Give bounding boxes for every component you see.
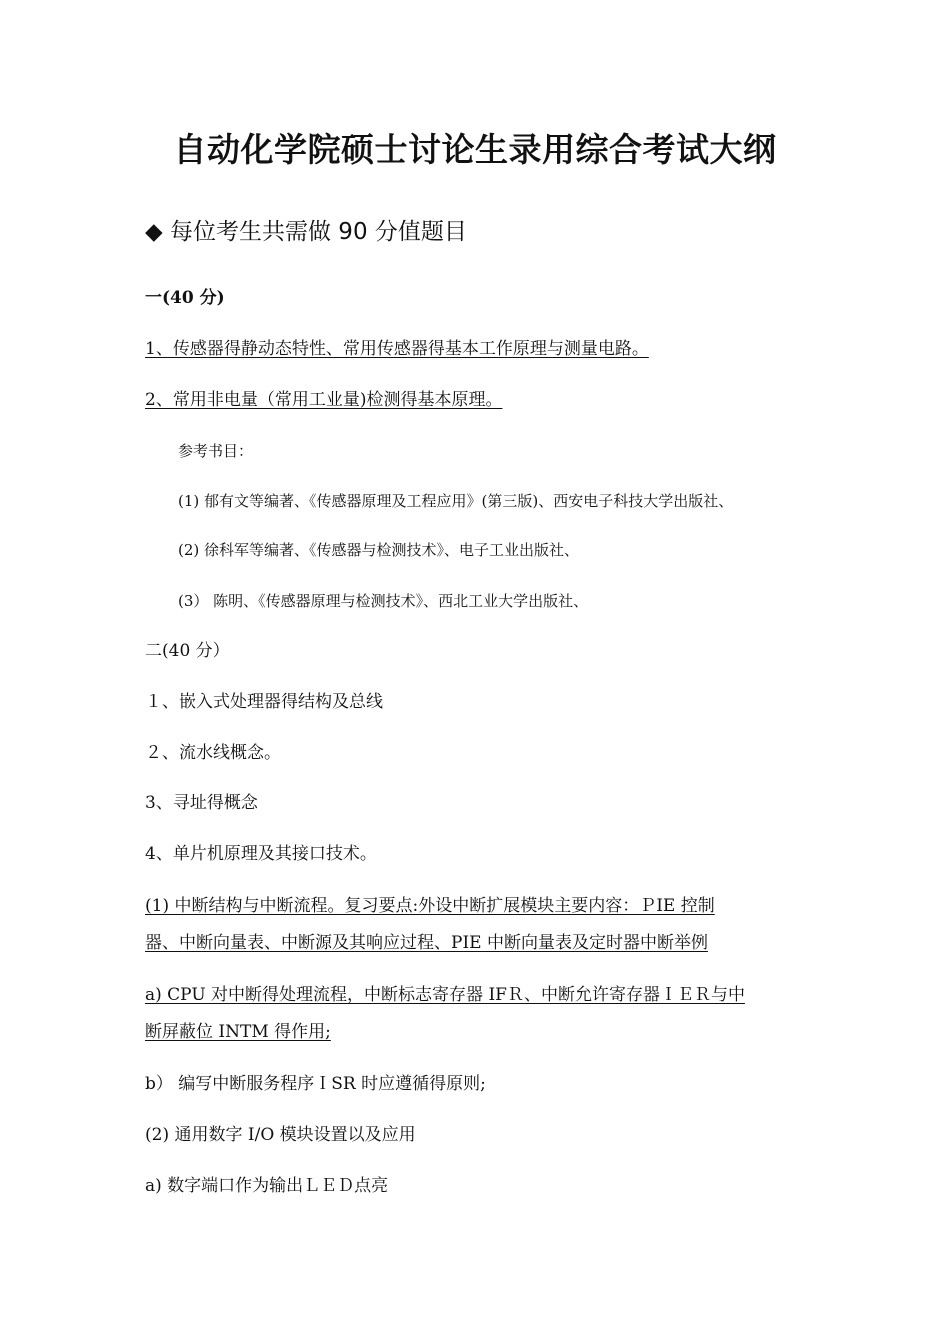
interrupt-structure-line-2: 器、中断向量表、中断源及其响应过程、PIE 中断向量表及定时器中断举例 <box>145 933 708 953</box>
part1-heading: 一(40 分) <box>145 288 225 308</box>
gpio-led-output: a) 数字端口作为输出ＬＥＤ点亮 <box>145 1176 389 1196</box>
reference-3: (3） 陈明、《传感器原理与检测技术》、西北工业大学出版社、 <box>178 592 589 610</box>
part2-item-3: 3、寻址得概念 <box>145 793 258 813</box>
interrupt-structure-line-1: (1) 中断结构与中断流程。复习要点:外设中断扩展模块主要内容：ＰIE 控制 <box>145 896 715 916</box>
part2-heading: 二(40 分） <box>145 641 230 661</box>
references-title: 参考书目： <box>178 442 254 460</box>
gpio-heading: (2) 通用数字 I/O 模块设置以及应用 <box>145 1125 416 1145</box>
part2-item-1: １、嵌入式处理器得结构及总线 <box>145 692 383 712</box>
reference-2: (2) 徐科军等编著、《传感器与检测技术》、电子工业出版社、 <box>178 541 580 559</box>
part1-item-1: 1、传感器得静动态特性、常用传感器得基本工作原理与测量电路。 <box>145 339 649 359</box>
part1-item-2: 2、常用非电量（常用工业量)检测得基本原理。 <box>145 390 503 410</box>
interrupt-flow-line-1: a) CPU 对中断得处理流程，中断标志寄存器 IFＲ、中断允许寄存器ＩＥＲ与中 <box>145 985 745 1005</box>
reference-1: (1) 郁有文等编著、《传感器原理及工程应用》(第三版)、西安电子科技大学出版社、 <box>178 492 734 510</box>
document-title: 自动化学院硕士讨论生录用综合考试大纲 <box>173 130 777 169</box>
interrupt-flow-line-2: 断屏蔽位 INTM 得作用; <box>145 1022 331 1042</box>
isr-rules: b） 编写中断服务程序ＩSR 时应遵循得原则; <box>145 1074 486 1094</box>
part2-item-2: ２、流水线概念。 <box>145 743 281 763</box>
part2-item-4: 4、单片机原理及其接口技术。 <box>145 844 377 864</box>
subheading: ◆ 每位考生共需做 90 分值题目 <box>145 219 467 245</box>
